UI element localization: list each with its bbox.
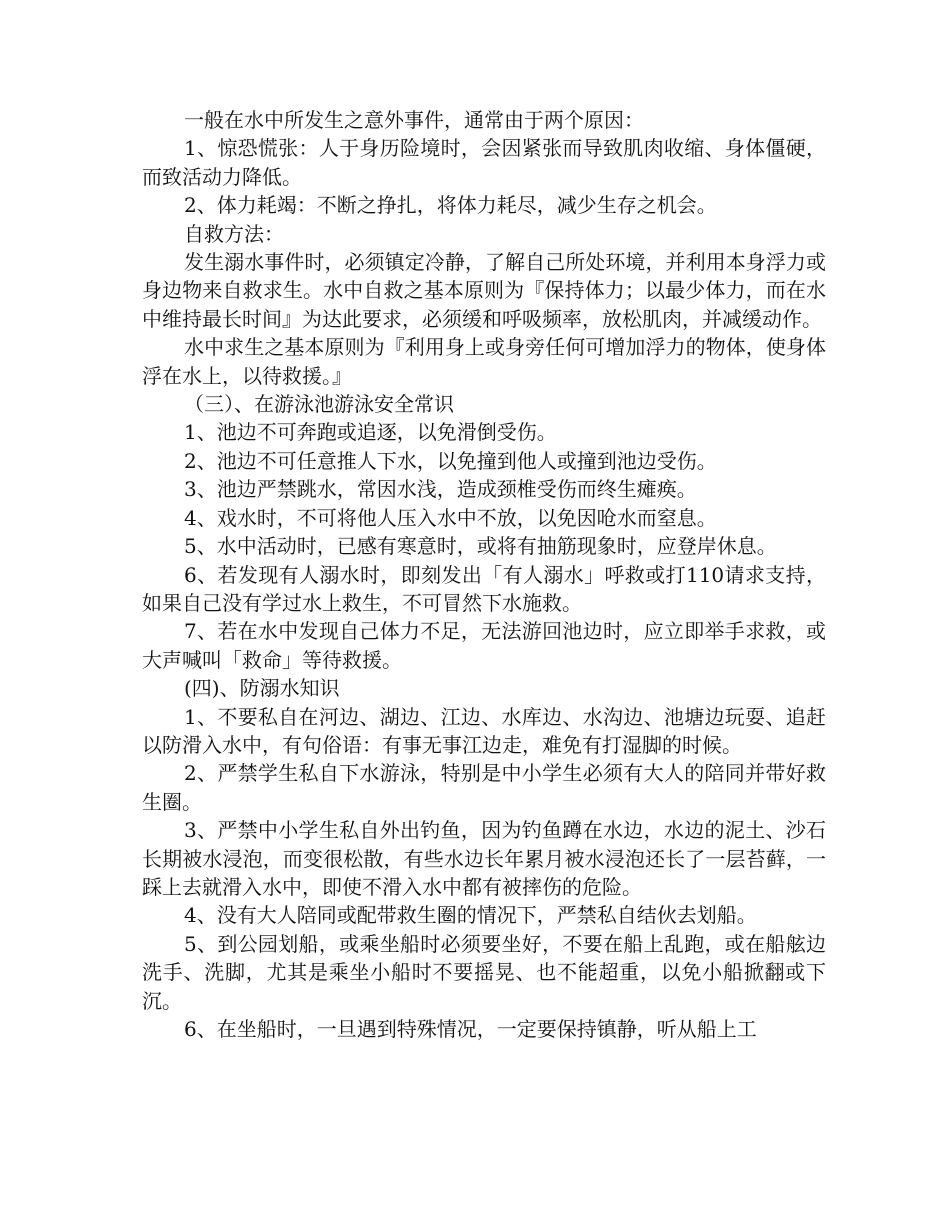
list-item-pool-7: 7、若在水中发现自己体力不足，无法游回池边时，应立即举手求救，或大声喊叫「救命」等待救援。 [142,619,826,672]
list-item-pool-1: 1、池边不可奔跑或追逐，以免滑倒受伤。 [184,420,557,445]
list-item-pool-4: 4、戏水时，不可将他人压入水中不放，以免因呛水而窒息。 [184,505,717,530]
list-item-pool-2: 2、池边不可任意推人下水，以免撞到他人或撞到池边受伤。 [184,448,717,473]
section-heading-drowning-prevention: (四)、防溺水知识 [184,676,340,701]
paragraph-self-rescue-principle: 发生溺水事件时，必须镇定冷静，了解自己所处环境，并利用本身浮力或身边物来自救求生。水中自救之基本原则为『保持体力；以最少体力，而在水中维持最长时间』为达此要求，必须缓和呼吸频率，放松肌肉，并减缓动作。 [142,250,826,331]
list-item-pool-6: 6、若发现有人溺水时，即刻发出「有人溺水」呼救或打110请求支持，如果自己没有学过水上救生，不可冒然下水施救。 [142,562,826,615]
list-item-pool-5: 5、水中活动时，已感有寒意时，或将有抽筋现象时，应登岸休息。 [184,534,777,559]
list-item-prevention-3: 3、严禁中小学生私自外出钓鱼，因为钓鱼蹲在水边，水边的泥土、沙石长期被水浸泡，而变很松散，有些水边长年累月被水浸泡还长了一层苔藓，一踩上去就滑入水中，即使不滑入水中都有被摔伤的危险。 [142,818,826,899]
list-item-pool-3: 3、池边严禁跳水，常因水浅，造成颈椎受伤而终生瘫痪。 [184,477,697,502]
document-page [142,106,826,1043]
paragraph-survival-principle: 水中求生之基本原则为『利用身上或身旁任何可增加浮力的物体，使身体浮在水上，以待救援。』 [142,335,826,388]
list-item-prevention-5: 5、到公园划船，或乘坐船时必须要坐好，不要在船上乱跑，或在船舷边洗手、洗脚，尤其是乘坐小船时不要摇晃、也不能超重，以免小船掀翻或下沉。 [142,931,826,1013]
list-item-prevention-6: 6、在坐船时，一旦遇到特殊情况，一定要保持镇静，听从船上工 [184,1017,757,1041]
list-item-prevention-4: 4、没有大人陪同或配带救生圈的情况下，严禁私自结伙去划船。 [184,903,757,928]
section-heading-pool-safety: （三）、在游泳池游泳安全常识 [184,392,454,417]
section-heading-self-rescue: 自救方法： [184,221,284,246]
list-item-prevention-1: 1、不要私自在河边、湖边、江边、水库边、水沟边、池塘边玩耍、追赶以防滑入水中，有句俗语：有事无事江边走，难免有打湿脚的时候。 [142,704,826,757]
paragraph-cause-2: 2、体力耗竭：不断之挣扎，将体力耗尽，减少生存之机会。 [184,193,717,218]
paragraph-intro: 一般在水中所发生之意外事件，通常由于两个原因： [184,108,644,132]
list-item-prevention-2: 2、严禁学生私自下水游泳，特别是中小学生必须有大人的陪同并带好救生圈。 [142,761,826,814]
paragraph-cause-1: 1、惊恐慌张：人于身历险境时，会因紧张而导致肌肉收缩、身体僵硬，而致活动力降低。 [142,136,826,189]
